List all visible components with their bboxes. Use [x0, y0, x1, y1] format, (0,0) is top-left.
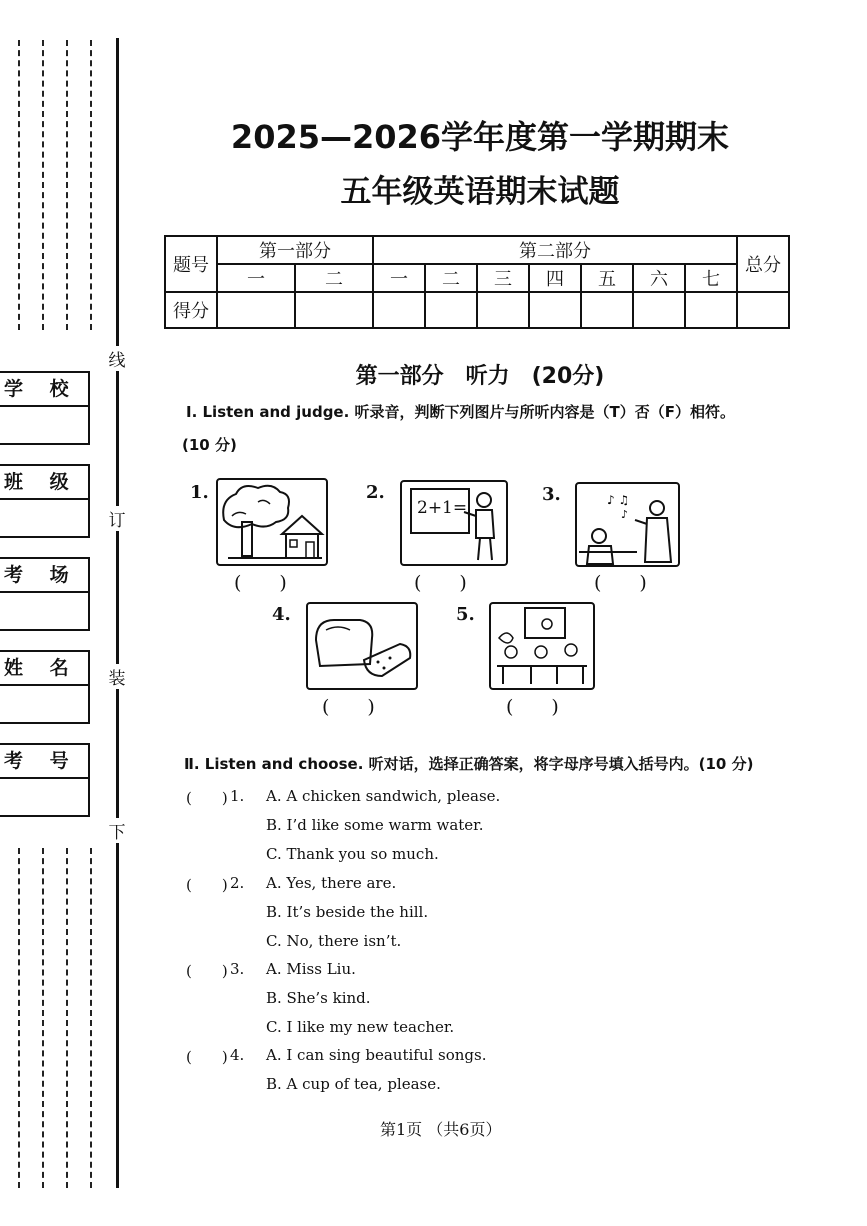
score-table-total: 总分 [737, 236, 789, 292]
field-label-name: 姓 名 [0, 650, 90, 686]
score-col: 四 [529, 264, 581, 292]
option: C. Thank you so much. [266, 845, 439, 863]
answer-paren[interactable]: ( ) [186, 962, 228, 980]
field-input-room[interactable] [0, 593, 90, 631]
cut-line [42, 40, 44, 330]
score-col: 二 [295, 264, 373, 292]
cut-line [66, 40, 68, 330]
cut-line [18, 40, 20, 330]
score-cell[interactable] [477, 292, 529, 328]
score-col: 一 [373, 264, 425, 292]
option: B. I’d like some warm water. [266, 816, 484, 834]
q1-instruction: Ⅰ. Listen and judge. 听录音，判断下列图片与所听内容是（T）否（F）相符。 [186, 403, 736, 421]
q2-instruction: Ⅱ. Listen and choose. 听对话，选择正确答案，将字母序号填入括号内。(10 分) [184, 755, 754, 773]
score-cell[interactable] [373, 292, 425, 328]
section-heading: 第一部分 听力 (20分) [355, 364, 605, 389]
score-table-question-label: 题号 [165, 236, 217, 292]
score-col: 五 [581, 264, 633, 292]
answer-paren[interactable]: ( ) [322, 696, 375, 718]
singing-icon [575, 482, 680, 567]
option: C. I like my new teacher. [266, 1018, 455, 1036]
answer-paren[interactable]: ( ) [186, 876, 228, 894]
field-input-exam-no[interactable] [0, 779, 90, 817]
score-cell[interactable] [581, 292, 633, 328]
picture-number: 3. [542, 484, 561, 505]
score-col: 七 [685, 264, 737, 292]
tree-house-icon [216, 478, 328, 566]
binding-line [116, 38, 119, 1188]
page-footer: 第1页 （共6页） [380, 1120, 502, 1139]
score-cell[interactable] [295, 292, 373, 328]
score-cell[interactable] [685, 292, 737, 328]
score-cell[interactable] [737, 292, 789, 328]
score-table [164, 235, 790, 329]
page-title: 2025—2026学年度第一学期期末 [230, 118, 730, 156]
score-cell[interactable] [633, 292, 685, 328]
svg-text:♪ ♫: ♪ ♫ [607, 493, 630, 507]
picture-number: 2. [366, 482, 385, 503]
picture-number: 4. [272, 604, 291, 625]
score-col: 二 [425, 264, 477, 292]
score-table-score-label: 得分 [165, 292, 217, 328]
answer-paren[interactable]: ( ) [186, 789, 228, 807]
cut-line [66, 848, 68, 1188]
option: A. A chicken sandwich, please. [266, 787, 501, 805]
score-col: 三 [477, 264, 529, 292]
field-input-class[interactable] [0, 500, 90, 538]
option: B. It’s beside the hill. [266, 903, 429, 921]
score-table-part1: 第一部分 [217, 236, 373, 264]
cut-line [42, 848, 44, 1188]
blackboard-math-icon [400, 480, 508, 566]
option: B. A cup of tea, please. [266, 1075, 441, 1093]
score-table-part2: 第二部分 [373, 236, 737, 264]
answer-paren[interactable]: ( ) [234, 572, 287, 594]
picture-number: 5. [456, 604, 475, 625]
answer-paren[interactable]: ( ) [414, 572, 467, 594]
field-label-exam-no: 考 号 [0, 743, 90, 779]
option: A. Miss Liu. [266, 960, 356, 978]
answer-paren[interactable]: ( ) [594, 572, 647, 594]
question-number: 3. [230, 960, 245, 978]
score-cell[interactable] [529, 292, 581, 328]
option: A. Yes, there are. [266, 874, 397, 892]
cut-line [90, 40, 92, 330]
score-col: 六 [633, 264, 685, 292]
field-input-name[interactable] [0, 686, 90, 724]
field-label-school: 学 校 [0, 371, 90, 407]
binding-char: 线 [104, 346, 130, 371]
option: B. She’s kind. [266, 989, 371, 1007]
q1-points: (10 分) [182, 436, 237, 454]
score-cell[interactable] [217, 292, 295, 328]
page-subtitle: 五年级英语期末试题 [340, 174, 620, 210]
picture-number: 1. [190, 482, 209, 503]
binding-char: 订 [104, 506, 130, 531]
answer-paren[interactable]: ( ) [186, 1048, 228, 1066]
field-label-room: 考 场 [0, 557, 90, 593]
question-number: 1. [230, 787, 245, 805]
question-number: 4. [230, 1046, 245, 1064]
question-number: 2. [230, 874, 245, 892]
svg-text:♪: ♪ [621, 508, 629, 521]
field-input-school[interactable] [0, 407, 90, 445]
binding-char: 装 [104, 664, 130, 689]
cut-line [90, 848, 92, 1188]
classroom-icon [489, 602, 595, 690]
cut-line [18, 848, 20, 1188]
field-label-class: 班 级 [0, 464, 90, 500]
option: A. I can sing beautiful songs. [266, 1046, 487, 1064]
bread-icon [306, 602, 418, 690]
blackboard-text: 2+1= [417, 498, 468, 518]
score-cell[interactable] [425, 292, 477, 328]
binding-char: 下 [104, 818, 130, 843]
option: C. No, there isn’t. [266, 932, 402, 950]
answer-paren[interactable]: ( ) [506, 696, 559, 718]
score-col: 一 [217, 264, 295, 292]
